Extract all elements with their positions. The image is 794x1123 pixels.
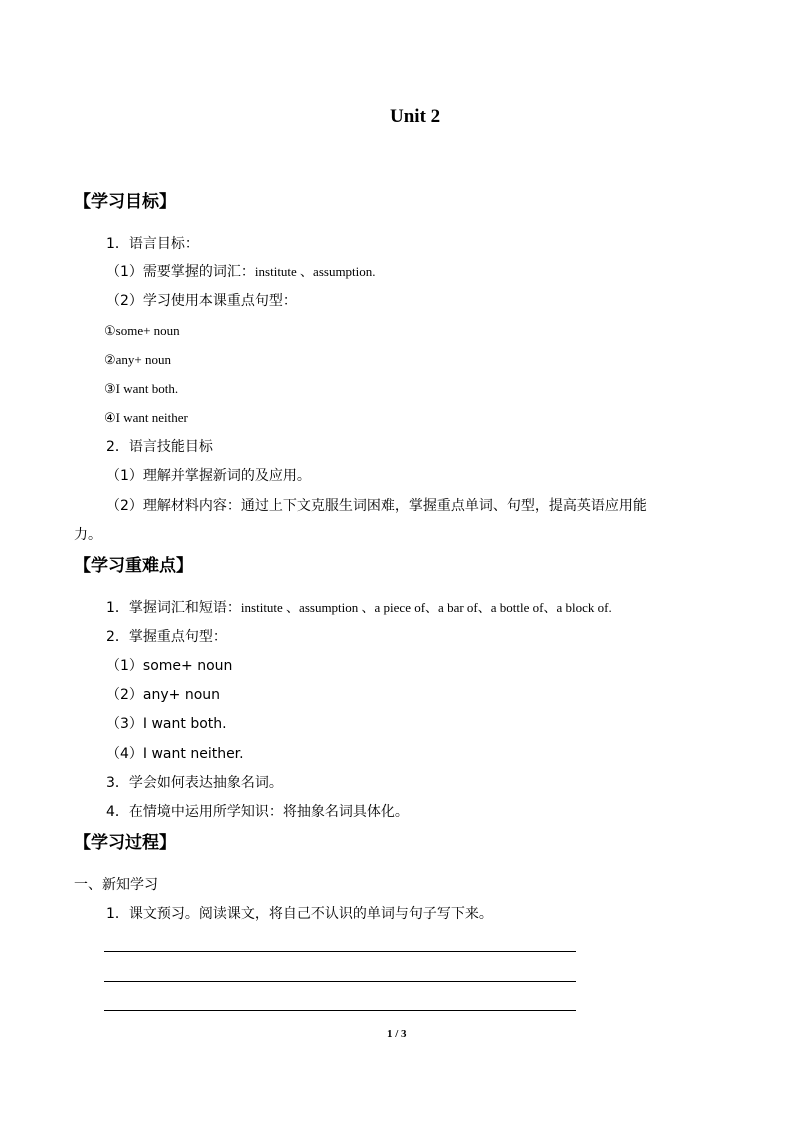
- goal-line-10: （2）理解材料内容：通过上下文克服生词困难，掌握重点单词、句型，提高英语应用能: [106, 498, 647, 514]
- goal-pattern-4: ④I want neither: [104, 410, 188, 425]
- key-line-2: 2．掌握重点句型：: [106, 629, 227, 645]
- key-line-1-text: 1．掌握词汇和短语：: [106, 600, 241, 616]
- process-line-2: 1．课文预习。阅读课文，将自己不认识的单词与句子写下来。: [106, 906, 493, 922]
- goal-pattern-3: ③I want both.: [104, 381, 179, 396]
- goal-line-2: [106, 262, 376, 282]
- section-heading-process: 【学习过程】: [74, 833, 176, 853]
- goal-line-2-words: institute 、assumption.: [254, 264, 376, 279]
- goal-line-8: 2．语言技能目标: [106, 439, 213, 455]
- section-heading-goals: 【学习目标】: [74, 192, 176, 212]
- page-number: 1 / 3: [387, 1028, 407, 1040]
- process-line-1: 一、新知学习: [74, 877, 158, 893]
- key-line-1-words: institute 、assumption 、a piece of、a bar of、a bottle of、a block of.: [240, 600, 612, 615]
- answer-line-3[interactable]: [104, 1010, 576, 1011]
- key-pattern-2: （2）any+ noun: [106, 687, 221, 703]
- key-pattern-3: （3）I want both.: [106, 716, 227, 732]
- key-line-7: 3．学会如何表达抽象名词。: [106, 775, 283, 791]
- section-heading-key-points: 【学习重难点】: [74, 556, 193, 576]
- goal-line-2-text: （1）需要掌握的词汇：: [106, 264, 255, 280]
- answer-line-1[interactable]: [104, 951, 576, 952]
- answer-line-2[interactable]: [104, 981, 576, 982]
- goal-line-3: （2）学习使用本课重点句型：: [106, 293, 297, 309]
- page-title: Unit 2: [390, 106, 441, 127]
- key-pattern-4: （4）I want neither.: [106, 746, 244, 762]
- key-line-1: [106, 598, 612, 618]
- goal-pattern-1: ①some+ noun: [104, 323, 180, 338]
- goal-line-11: 力。: [74, 527, 102, 543]
- goal-pattern-2: ②any+ noun: [104, 352, 172, 367]
- key-pattern-1: （1）some+ noun: [106, 658, 233, 674]
- goal-line-9: （1）理解并掌握新词的及应用。: [106, 468, 311, 484]
- key-line-8: 4．在情境中运用所学知识：将抽象名词具体化。: [106, 804, 409, 820]
- goal-line-1: 1．语言目标：: [106, 236, 199, 252]
